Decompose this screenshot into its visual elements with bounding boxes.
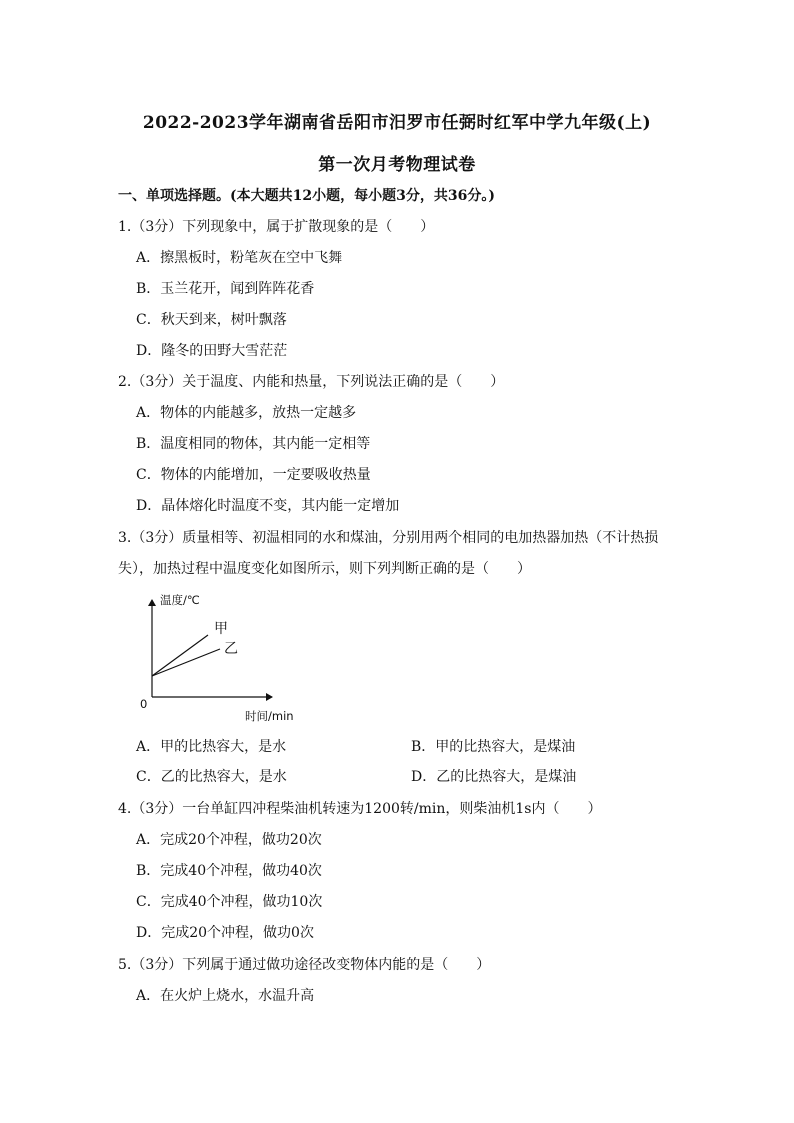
question-1-option-c: C．秋天到来，树叶飘落 [136,312,287,328]
question-4-option-c: C．完成40个冲程，做功10次 [136,894,323,910]
question-2-option-d: D．晶体熔化时温度不变，其内能一定增加 [136,498,400,514]
question-3-option-b: B．甲的比热容大，是煤油 [411,739,576,755]
question-4-stem: 4.（3分）一台单缸四冲程柴油机转速为1200转/min，则柴油机1s内（ ） [118,801,602,817]
question-2-option-c: C．物体的内能增加，一定要吸收热量 [136,467,371,483]
question-2-option-a: A．物体的内能越多，放热一定越多 [136,405,357,421]
line-jia-label: 甲 [214,621,228,637]
x-axis-label: 时间/min [245,709,294,723]
line-yi [152,649,220,676]
question-3-option-d: D．乙的比热容大，是煤油 [411,769,577,785]
y-axis-label: 温度/℃ [160,593,200,607]
origin-label: 0 [140,697,148,711]
question-2-stem: 2.（3分）关于温度、内能和热量，下列说法正确的是（ ） [118,374,505,390]
question-3-stem-line1: 3.（3分）质量相等、初温相同的水和煤油，分别用两个相同的电加热器加热（不计热损 [118,530,659,546]
question-4-option-a: A．完成20个冲程，做功20次 [136,832,322,848]
question-1-option-d: D．隆冬的田野大雪茫茫 [136,343,288,359]
exam-title-line1: 2022-2023学年湖南省岳阳市汨罗市任弼时红军中学九年级(上) [142,113,652,133]
question-3-stem-line2: 失），加热过程中温度变化如图所示，则下列判断正确的是（ ） [118,561,531,577]
exam-title-line2: 第一次月考物理试卷 [318,155,476,175]
question-2-option-b: B．温度相同的物体，其内能一定相等 [136,436,371,452]
temperature-time-graph [140,590,310,725]
question-5-option-a: A．在火炉上烧水，水温升高 [136,988,315,1004]
question-4-option-d: D．完成20个冲程，做功0次 [136,925,314,941]
line-yi-label: 乙 [224,641,238,657]
question-1-stem: 1.（3分）下列现象中，属于扩散现象的是（ ） [118,219,435,235]
question-5-stem: 5.（3分）下列属于通过做功途径改变物体内能的是（ ） [118,957,491,973]
question-3-option-a: A．甲的比热容大，是水 [136,739,287,755]
question-1-option-a: A．擦黑板时，粉笔灰在空中飞舞 [136,250,343,266]
question-4-option-b: B．完成40个冲程，做功40次 [136,863,322,879]
question-1-option-b: B．玉兰花开，闻到阵阵花香 [136,281,315,297]
section-heading: 一、单项选择题。(本大题共12小题，每小题3分，共36分。) [118,188,495,204]
line-jia [152,635,208,676]
question-3-option-c: C．乙的比热容大，是水 [136,769,287,785]
